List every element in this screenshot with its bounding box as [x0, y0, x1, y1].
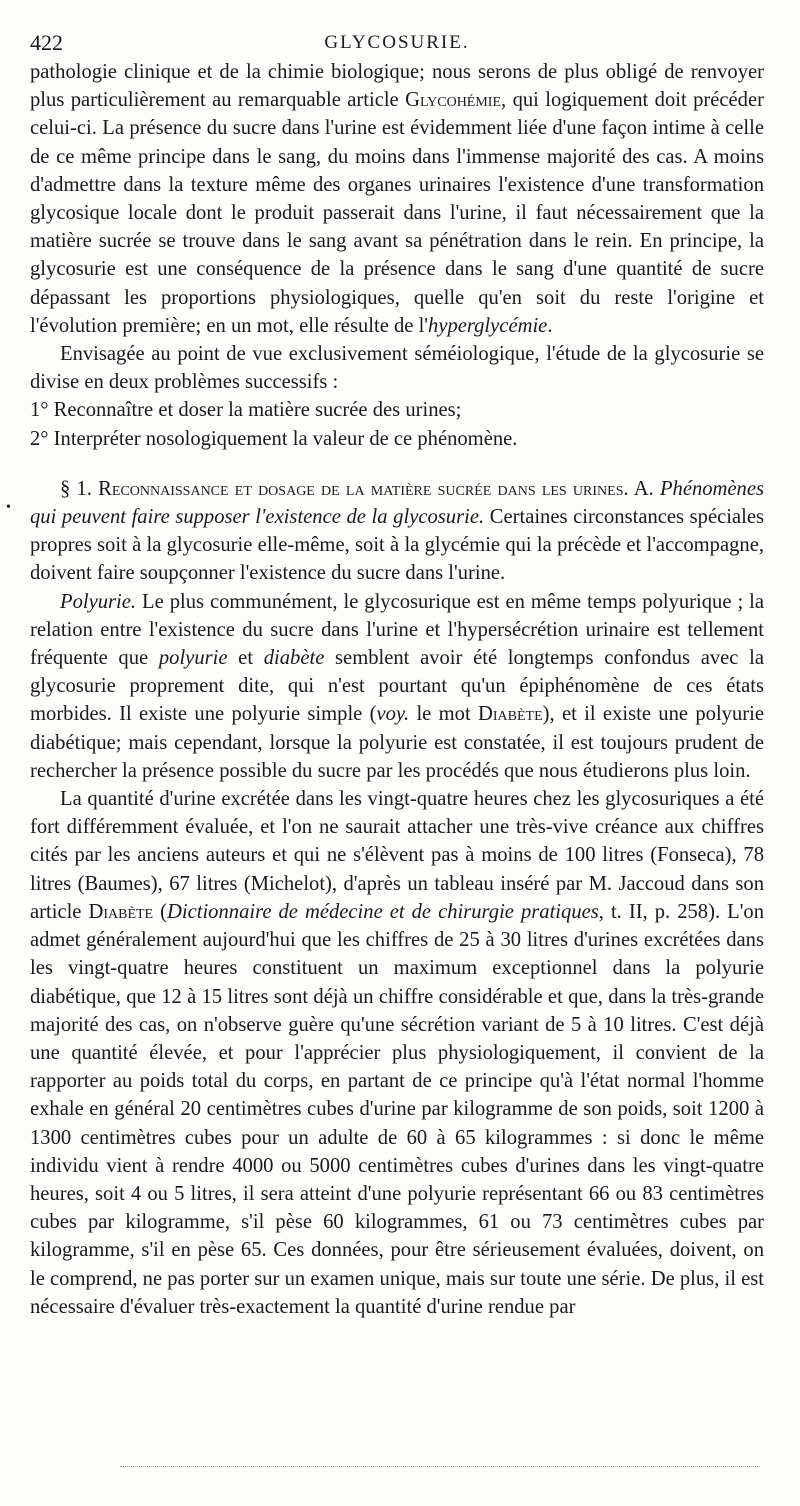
running-title: GLYCOSURIE. [324, 32, 470, 53]
text-run: et [227, 647, 264, 670]
text-run: Le plus communément, le glycosurique est en même temps polyurique ; la relation entre l'existence du sucre dans l'urine et l'hypersécrétion urinaire est tellement fréquente que [30, 590, 764, 670]
margin-dot: • [6, 500, 11, 515]
list-item-2: 2° Interpréter nosologiquement la valeur de ce phénomène. [30, 427, 518, 450]
subsection-letter: A. [628, 477, 660, 500]
spacer [30, 453, 764, 475]
text-run: , qui logiquement doit précéder celui-ci. La présence du sucre dans l'urine est évidemment liée d'une façon intime à celle de ce même principe dans le sang, du moins dans l'immense majorité des cas. A moins d'admettre dans la texture même des organes urinaires l'existence d'une transformation glycosique locale dont le produit passerait dans l'urine, il faut nécessairement que la matière sucrée se trouve dans le sang avant sa pénétration dans le rein. En principe, la glycosurie est une conséquence de la présence dans le sang d'une quantité de sucre dépassant les proportions physiologiques, quelle qu'en soit du reste l'origine et l'évolution première; en un mot, elle résulte de l' [30, 89, 764, 337]
text-run: ), et il existe une polyurie diabétique; mais cependant, lorsque la polyurie est constatée, il est toujours prudent de rechercher la présence possible du sucre par les procédés que nous étudierons plus loin. [30, 703, 764, 782]
dictionnaire-title: Dictionnaire de médecine et de chirurgie pratiques [167, 900, 599, 923]
hyperglycemie-term: hyperglycémie [428, 314, 548, 337]
list-item-1: 1° Reconnaître et doser la matière sucrée des urines; [30, 399, 462, 422]
section-heading: Reconnaissance et dosage de la matière sucrée dans les urines. [98, 477, 629, 500]
paragraph-intro [30, 58, 764, 340]
paragraph-problems: Envisagée au point de vue exclusivement séméiologique, l'étude de la glycosurie se divise en deux problèmes successifs : [30, 343, 764, 394]
subsection-heading: Phénomènes qui peuvent faire supposer l'existence de la glycosurie. [30, 477, 765, 529]
body-text [30, 58, 764, 1321]
glycohemie-reference: Glycohémie [405, 89, 502, 112]
paragraph-polyurie [30, 588, 764, 785]
section-1 [30, 475, 764, 588]
text-run: La quantité d'urine excrétée dans les vingt-quatre heures chez les glycosuriques a été fort différemment évaluée, et l'on ne saurait attacher une très-vive créance aux chiffres cités par les anciens auteurs et qui ne s'élèvent pas à moins de 100 litres (Fonseca), 78 litres (Baumes), 67 litres (Michelot), d'après un tableau inséré par M. Jaccoud dans son article [30, 788, 764, 923]
page-number: 422 [30, 30, 63, 55]
text-run: , t. II, p. 258). L'on admet généralement aujourd'hui que les chiffres de 25 à 30 litres d'urines excrétées dans les vingt-quatre heures constituent un maximum exceptionnel dans la polyurie diabétique, que 12 à 15 litres sont déjà un chiffre considérable et que, dans la très-grande majorité des cas, on n'observe guère qu'une sécrétion variant de 5 à 10 litres. C'est déjà une quantité élevée, et pour l'apprécier plus physiologiquement, il convient de la rapporter au poids total du corps, en partant de ce principe qu'à l'état normal l'homme exhale en général 20 centimètres cubes d'urine par kilogramme de son poids, soit 1200 à 1300 centimètres cubes pour un adulte de 60 à 65 kilogrammes : si donc le même individu vient à rendre 4000 ou 5000 centimètres cubes d'urines dans les vingt-quatre heures, soit 4 ou 5 litres, il sera atteint d'une polyurie représentant 66 ou 83 centimètres cubes par kilogramme, s'il pèse 60 kilogrammes, 61 ou 73 centimètres cubes par kilogramme, s'il en pèse 65. Ces données, pour être sérieusement évaluées, doivent, on le comprend, ne pas porter sur un examen unique, mais sur toute une série. De plus, il est nécessaire d'évaluer très-exactement la quantité d'urine rendue par [30, 900, 764, 1318]
text-run: . [547, 314, 553, 337]
voy-abbrev: voy. [376, 703, 410, 726]
paragraph-quantity [30, 785, 764, 1321]
polyurie-term: polyurie [158, 647, 228, 670]
polyurie-title: Polyurie. [60, 590, 137, 613]
diabete-article-reference: Diabète [88, 900, 154, 923]
text-run: Certaines circonstances spéciales propres soit à la glycosurie elle-même, soit à la glycémie qui la précède et l'accompagne, doivent faire soupçonner l'existence du sucre dans l'urine. [30, 506, 764, 585]
text-run: le mot [409, 703, 478, 726]
diabete-term: diabète [263, 647, 325, 670]
text-run: ( [153, 900, 167, 923]
diabete-reference: Diabète [478, 703, 543, 726]
page-header [30, 28, 764, 58]
section-marker: § 1. [60, 477, 92, 500]
bottom-rule [120, 1466, 760, 1467]
text-run: pathologie clinique et de la chimie biologique; nous serons de plus obligé de renvoyer plus particulièrement au remarquable article [30, 61, 764, 112]
text-run: semblent avoir été longtemps confondus avec la glycosurie proprement dite, qui n'est pourtant qu'un épiphénomène de ces états morbides. Il existe une polyurie simple ( [30, 647, 764, 726]
